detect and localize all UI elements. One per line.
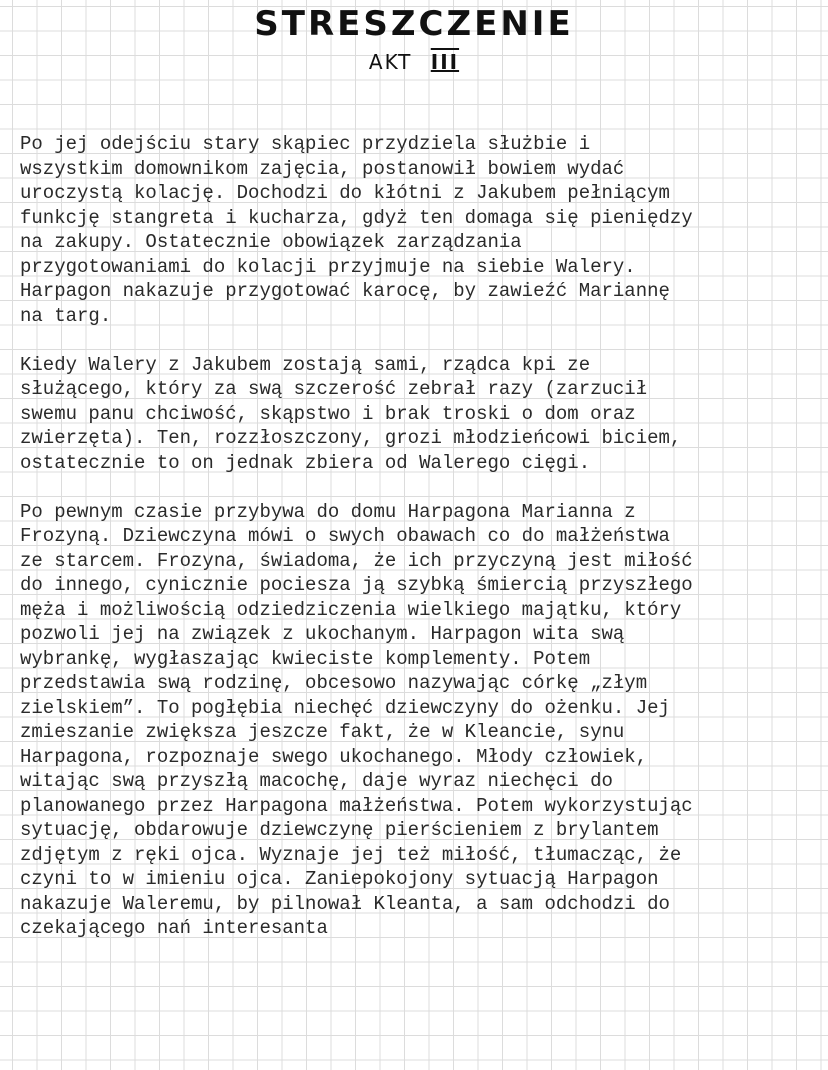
- page-header: [0, 0, 828, 90]
- act-number: III: [430, 50, 460, 74]
- page-subtitle: [0, 50, 828, 74]
- paragraph-1: Po jej odejściu stary skąpiec przydziela służbie i wszystkim domownikom zajęcia, postanowił bowiem wydać uroczystą kolację. Dochodzi do kłótni z Jakubem pełniącym funkcję stangreta i kucharza, gdyż ten domaga się pieniędzy na zakupy. Ostatecznie obowiązek zarządzania przygotowaniami do kolacji przyjmuje na siebie Walery. Harpagon nakazuje przygotować karocę, by zawieźć Mariannę na targ.: [20, 133, 693, 327]
- page-title: STRESZCZENIE: [254, 4, 574, 44]
- subtitle-prefix: AKT: [368, 50, 413, 74]
- summary-body: [20, 132, 820, 965]
- paragraph-2: Kiedy Walery z Jakubem zostają sami, rządca kpi ze służącego, który za swą szczerość zebrał razy (zarzucił swemu panu chciwość, skąpstwo i brak troski o dom oraz zwierzęta). Ten, rozzłoszczony, grozi młodzieńcowi biciem, ostatecznie to on jednak zbiera od Walerego cięgi.: [20, 353, 682, 474]
- paragraph-3: Po pewnym czasie przybywa do domu Harpagona Marianna z Frozyną. Dziewczyna mówi o swych obawach co do małżeństwa ze starcem. Frozyna, świadoma, że ich przyczyną jest miłość do innego, cynicznie pociesza ją szybką śmiercią przyszłego męża i możliwością odziedziczenia wielkiego majątku, który pozwoli jej na związek z ukochanym. Harpagon wita swą wybrankę, wygłaszając kwieciste komplementy. Potem przedstawia swą rodzinę, obcesowo nazywając córkę „złym zielskiem”. To pogłębia niechęć dziewczyny do ożenku. Jej zmieszanie zwiększa jeszcze fakt, że w Kleancie, synu Harpagona, rozpoznaje swego ukochanego. Młody człowiek, witając swą przyszłą macochę, daje wyraz niechęci do planowanego przez Harpagona małżeństwa. Potem wykorzystując sytuację, obdarowuje dziewczynę pierścieniem z brylantem zdjętym z ręki ojca. Wyznaje jej też miłość, tłumacząc, że czyni to w imieniu ojca. Zaniepokojony sytuacją Harpagon nakazuje Waleremu, by pilnował Kleanta, a sam odchodzi do czekającego nań interesanta: [20, 500, 693, 939]
